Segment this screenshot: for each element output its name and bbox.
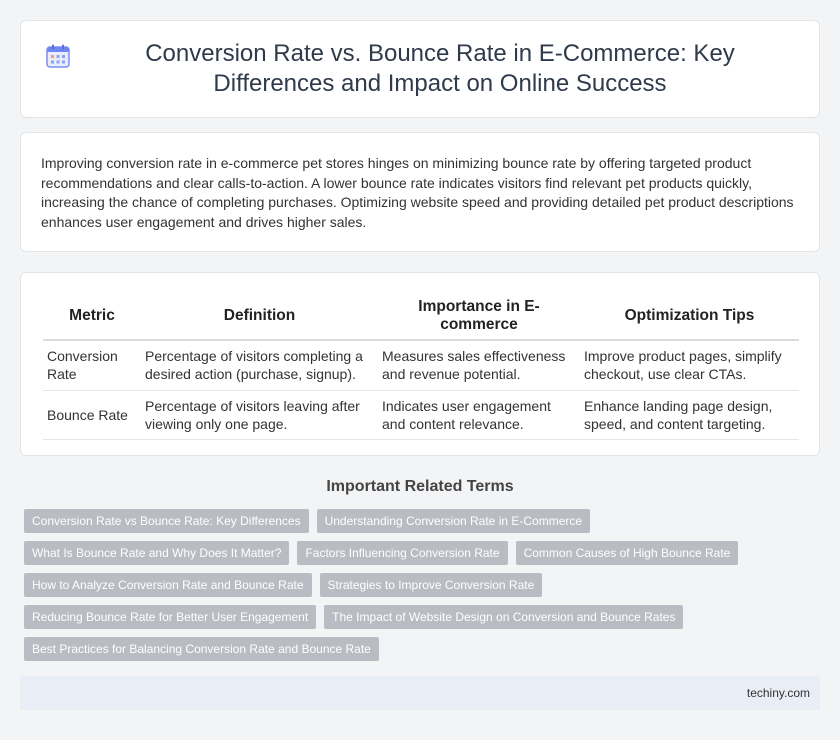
intro-card bbox=[20, 132, 820, 252]
page-title: Conversion Rate vs. Bounce Rate in E-Commerce: Key Differences and Impact on Online Success bbox=[145, 40, 735, 97]
column-header-metric: Metric bbox=[43, 295, 141, 340]
related-term-tag[interactable]: Factors Influencing Conversion Rate bbox=[297, 541, 507, 565]
comparison-table bbox=[43, 295, 799, 440]
tag-row bbox=[24, 509, 824, 533]
title-card bbox=[20, 20, 820, 118]
table-cell-importance: Indicates user engagement and content relevance. bbox=[378, 390, 580, 439]
column-header-importance: Importance in E-commerce bbox=[378, 295, 580, 340]
table-cell-metric: Bounce Rate bbox=[43, 390, 141, 439]
related-term-tag[interactable]: Best Practices for Balancing Conversion Rate and Bounce Rate bbox=[24, 637, 379, 661]
related-term-tag[interactable]: How to Analyze Conversion Rate and Bounce Rate bbox=[24, 573, 312, 597]
table-row bbox=[43, 390, 799, 439]
related-term-tag[interactable]: The Impact of Website Design on Conversion and Bounce Rates bbox=[324, 605, 683, 629]
footer bbox=[20, 676, 820, 710]
table-row bbox=[43, 340, 799, 390]
table-cell-optimization: Improve product pages, simplify checkout, use clear CTAs. bbox=[580, 340, 799, 390]
table-cell-importance: Measures sales effectiveness and revenue potential. bbox=[378, 340, 580, 390]
related-term-tag[interactable]: Common Causes of High Bounce Rate bbox=[516, 541, 739, 565]
table-cell-definition: Percentage of visitors completing a desired action (purchase, signup). bbox=[141, 340, 378, 390]
table-cell-definition: Percentage of visitors leaving after viewing only one page. bbox=[141, 390, 378, 439]
tag-row bbox=[24, 637, 824, 661]
related-term-tag[interactable]: Reducing Bounce Rate for Better User Engagement bbox=[24, 605, 316, 629]
comparison-table-card bbox=[20, 272, 820, 456]
table-cell-metric: Conversion Rate bbox=[43, 340, 141, 390]
tag-row bbox=[24, 541, 824, 565]
related-term-tag[interactable]: Understanding Conversion Rate in E-Commerce bbox=[317, 509, 590, 533]
related-term-tag[interactable]: Strategies to Improve Conversion Rate bbox=[320, 573, 543, 597]
related-term-tag[interactable]: What Is Bounce Rate and Why Does It Matter? bbox=[24, 541, 289, 565]
table-header-row bbox=[43, 295, 799, 340]
related-term-tag[interactable]: Conversion Rate vs Bounce Rate: Key Differences bbox=[24, 509, 309, 533]
column-header-definition: Definition bbox=[141, 295, 378, 340]
tag-row bbox=[24, 605, 824, 629]
calendar-icon bbox=[45, 43, 71, 69]
footer-site-link[interactable]: techiny.com bbox=[746, 686, 810, 700]
related-terms-list bbox=[24, 509, 824, 669]
intro-paragraph: Improving conversion rate in e-commerce pet stores hinges on minimizing bounce rate by offering targeted product recommendations and clear calls-to-action. A lower bounce rate indicates visitors find relevant pet products quickly, increasing the chance of completing purchases. Optimizing website speed and providing detailed pet product descriptions enhances user engagement and drives higher sales. bbox=[41, 155, 794, 230]
table-cell-optimization: Enhance landing page design, speed, and content targeting. bbox=[580, 390, 799, 439]
tag-row bbox=[24, 573, 824, 597]
related-terms-heading: Important Related Terms bbox=[326, 478, 514, 495]
column-header-optimization: Optimization Tips bbox=[580, 295, 799, 340]
